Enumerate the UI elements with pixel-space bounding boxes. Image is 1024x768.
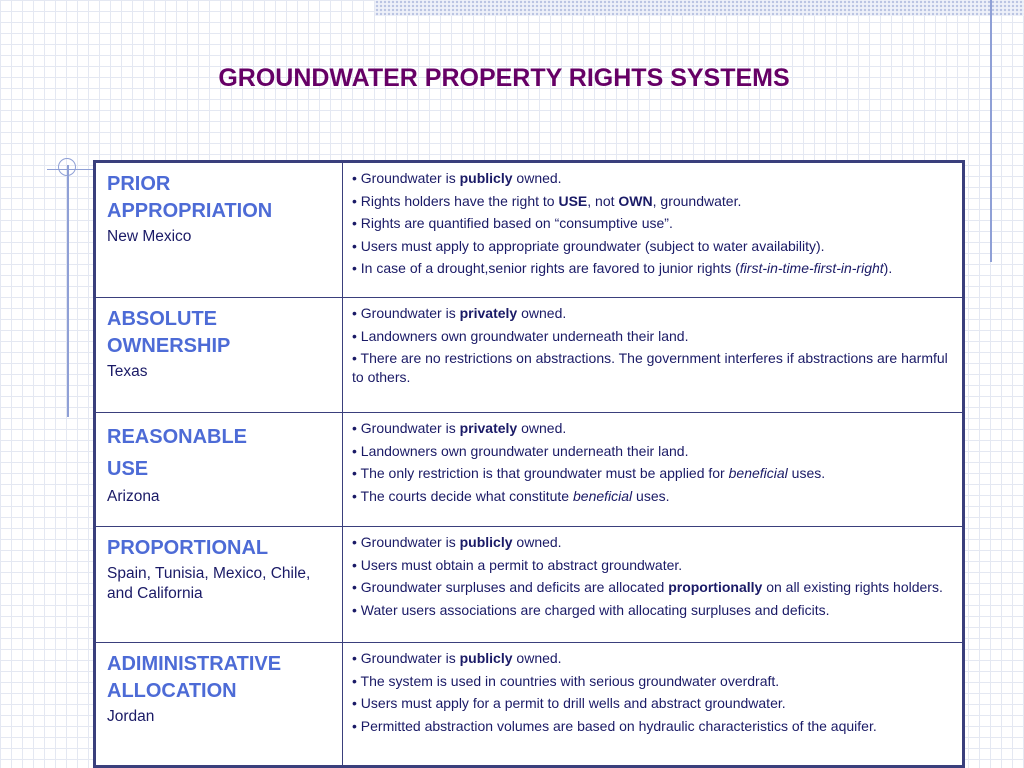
bullet-text: • Permitted abstraction volumes are based on hydraulic characteristics of the aquifer. (352, 717, 877, 734)
system-name-line: PROPORTIONAL (107, 537, 269, 559)
table-row (95, 162, 964, 298)
bullet-text: • Groundwater is (352, 534, 460, 550)
bullet-text: owned. (512, 534, 562, 550)
bullet-point (352, 259, 948, 278)
system-name-line: ADIMINISTRATIVE (107, 653, 282, 675)
bullet-text: ). (883, 260, 893, 276)
system-name-line: OWNERSHIP (107, 335, 231, 357)
bullet-text: • The courts decide what constitute (352, 487, 573, 504)
bullet-text: owned. (517, 305, 567, 321)
system-name-line: APPROPRIATION (107, 200, 273, 222)
bullet-point (352, 214, 948, 233)
system-region: Texas (107, 363, 148, 380)
bullet-text: , groundwater. (652, 192, 742, 209)
system-region: Jordan (107, 708, 155, 725)
bullet-text: • Groundwater is (352, 305, 460, 321)
bullet-text: privately (459, 305, 518, 321)
bullet-text: • There are no restrictions on abstractions. The government interferes if abstractions are harmful to others. (352, 350, 948, 385)
bullet-text: beneficial (728, 465, 788, 481)
bullet-text: on all existing rights holders. (762, 579, 943, 595)
bullet-text: • Users must obtain a permit to abstract groundwater. (352, 556, 683, 573)
bullet-text: • Users must apply to appropriate groundwater (subject to water availability). (352, 237, 825, 254)
system-region: Arizona (107, 488, 160, 505)
bullet-text: beneficial (573, 487, 633, 504)
bullet-text: • Groundwater is (352, 170, 460, 186)
table-row (95, 527, 964, 643)
bullet-text: • The only restriction is that groundwater must be applied for (352, 465, 729, 481)
bullet-point (352, 601, 948, 620)
system-cell (95, 413, 343, 527)
bullet-text: • In case of a drought,senior rights are favored to junior rights ( (352, 260, 740, 276)
description-cell (343, 162, 964, 298)
bullet-text: owned. (517, 420, 567, 436)
description-cell (343, 298, 964, 413)
bullet-text: owned. (512, 650, 562, 666)
bullet-text: , not (587, 192, 619, 209)
bullet-text: privately (459, 420, 518, 436)
system-cell (95, 298, 343, 413)
bullet-point (352, 442, 948, 461)
table-row (95, 413, 964, 527)
system-name-line: ALLOCATION (107, 680, 237, 702)
bullet-text: • Rights holders have the right to (352, 192, 559, 209)
bullet-point (352, 349, 948, 387)
bullet-text: • Users must apply for a permit to drill wells and abstract groundwater. (352, 695, 786, 711)
bullet-text: • The system is used in countries with serious groundwater overdraft. (352, 672, 780, 689)
bullet-point (352, 169, 948, 188)
description-cell (343, 413, 964, 527)
system-name-line: REASONABLE (107, 426, 248, 448)
bullet-point (352, 237, 948, 256)
system-cell (95, 643, 343, 767)
bullet-point (352, 192, 948, 211)
rights-systems-table (93, 160, 965, 768)
bullet-text: • Landowners own groundwater underneath their land. (352, 327, 689, 344)
bullet-text: owned. (512, 170, 562, 186)
bullet-text: first-in-time-first-in-right (739, 260, 884, 276)
bullet-text: publicly (459, 650, 513, 666)
table-row (95, 643, 964, 767)
bullet-text: OWN (618, 192, 653, 209)
bullet-text: • Groundwater is (352, 420, 460, 436)
bullet-point (352, 487, 948, 506)
system-cell (95, 527, 343, 643)
bullet-point (352, 578, 948, 597)
system-region: Spain, Tunisia, Mexico, Chile, and California (107, 565, 311, 602)
system-name-line: PRIOR (107, 173, 171, 195)
description-cell (343, 527, 964, 643)
bullet-point (352, 464, 948, 483)
system-cell (95, 162, 343, 298)
decorative-vertical-line (67, 165, 69, 417)
bullet-text: uses. (632, 487, 670, 504)
bullet-text: publicly (459, 170, 513, 186)
bullet-point (352, 304, 948, 323)
bullet-text: • Rights are quantified based on “consumptive use”. (352, 215, 673, 231)
system-name-line: ABSOLUTE (107, 308, 217, 330)
system-region: New Mexico (107, 228, 192, 245)
bullet-point (352, 419, 948, 438)
bullet-point (352, 694, 948, 713)
table-row (95, 298, 964, 413)
bullet-point (352, 672, 948, 691)
bullet-text: publicly (459, 534, 513, 550)
bullet-point (352, 533, 948, 552)
bullet-text: USE (558, 192, 588, 209)
bullet-text: • Water users associations are charged with allocating surpluses and deficits. (352, 601, 830, 618)
system-name-line: USE (107, 458, 149, 480)
bullet-point (352, 717, 948, 736)
bullet-point (352, 556, 948, 575)
bullet-point (352, 327, 948, 346)
bullet-text: uses. (787, 465, 826, 481)
bullet-text: • Landowners own groundwater underneath their land. (352, 442, 689, 459)
bullet-point (352, 649, 948, 668)
bullet-text: proportionally (668, 579, 763, 595)
bullet-text: • Groundwater is (352, 650, 460, 666)
bullet-text: • Groundwater surpluses and deficits are allocated (352, 579, 669, 595)
decorative-dotted-band (375, 0, 1024, 16)
decorative-vertical-line (990, 0, 992, 262)
description-cell (343, 643, 964, 767)
decorative-circle-icon (58, 158, 76, 176)
page-title: GROUNDWATER PROPERTY RIGHTS SYSTEMS (218, 64, 790, 92)
